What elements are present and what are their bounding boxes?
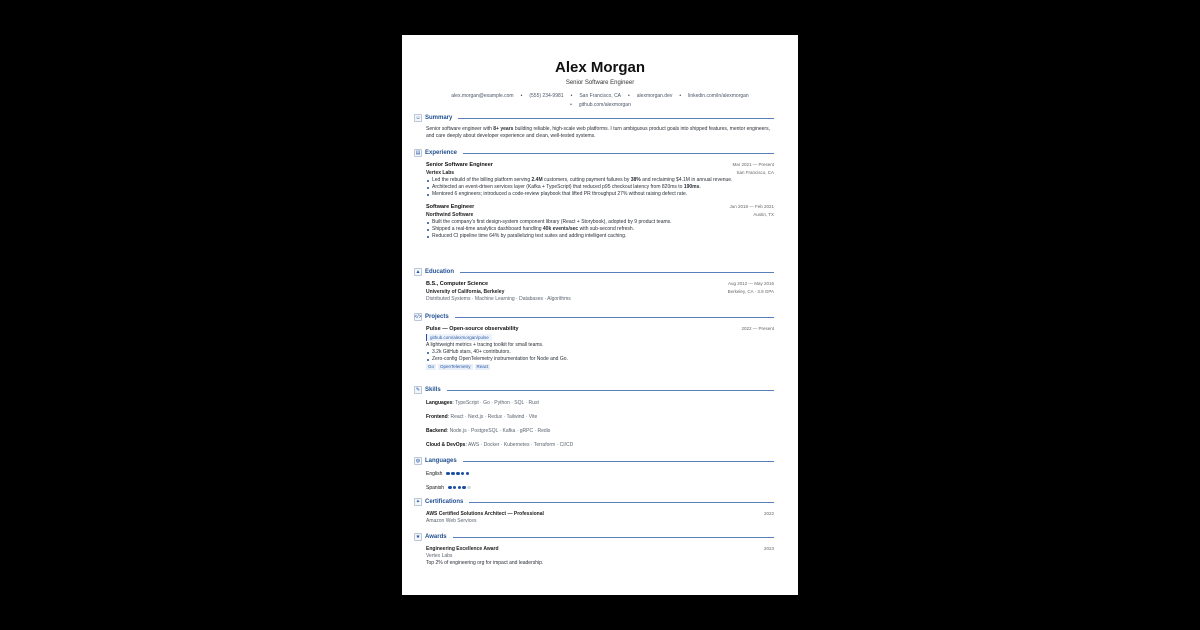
project-tags [426, 364, 774, 371]
user-icon: ☺ [415, 114, 421, 121]
language-name: English [426, 471, 443, 477]
section-title: Projects [425, 314, 449, 320]
projects-section [414, 312, 774, 371]
job-dates: Mar 2021 — Present [732, 162, 774, 167]
project-link[interactable]: github.com/alexmorgan/pulse [426, 334, 492, 341]
resume-page [402, 35, 798, 595]
list-item: Shipped a real-time analytics dashboard handling 40k events/sec with sub-second refresh. [426, 226, 774, 233]
job-location: Austin, TX [753, 212, 774, 217]
tag: React [476, 364, 489, 369]
summary-section [414, 113, 774, 140]
job-location: San Francisco, CA [736, 170, 774, 175]
section-header [414, 113, 774, 123]
skill-group: Backend: Node.js · PostgreSQL · Kafka · gRPC · Redis [426, 428, 551, 434]
list-item: Built the company's first design-system component library (React + Storybook), adopted by 9 product teams. [426, 219, 774, 226]
section-header [414, 148, 774, 158]
section-divider [463, 461, 774, 462]
section-header [414, 312, 774, 322]
certification-entry [414, 510, 774, 525]
skill-group: Languages: TypeScript · Go · Python · SQL · Rust [426, 400, 539, 406]
job-bullets [426, 219, 774, 240]
education-entry [414, 280, 774, 303]
certificate-icon: ✦ [415, 498, 421, 505]
degree: B.S., Computer Science [426, 281, 489, 287]
section-header [414, 385, 774, 395]
proficiency-dot-filled [456, 472, 460, 476]
certification-name: AWS Certified Solutions Architect — Professional [426, 511, 544, 517]
education-section [414, 267, 774, 303]
skills-list [414, 400, 774, 449]
section-header [414, 497, 774, 507]
section-header [414, 267, 774, 277]
section-title: Education [425, 269, 455, 275]
contact-github[interactable]: github.com/alexmorgan [578, 102, 631, 108]
section-title: Experience [425, 150, 458, 156]
languages-list [414, 471, 774, 492]
coursework: Distributed Systems · Machine Learning · Databases · Algorithms [426, 296, 571, 302]
contact-email[interactable]: alex.morgan@example.com [451, 93, 514, 99]
proficiency-dot-filled [451, 472, 455, 476]
language-item [426, 485, 774, 492]
section-header [414, 532, 774, 542]
skill-group: Frontend: React · Next.js · Redux · Tailwind · Vite [426, 414, 538, 420]
section-title: Summary [425, 115, 453, 121]
languages-section [414, 456, 774, 499]
proficiency-dot-filled [458, 486, 462, 490]
experience-section [414, 148, 774, 240]
section-title: Certifications [425, 499, 464, 505]
contact-list [440, 92, 760, 110]
separator-dot: • [570, 102, 572, 108]
job-dates: Jun 2018 — Feb 2021 [729, 204, 774, 209]
award-name: Engineering Excellence Award [426, 546, 499, 552]
language-name: Spanish [426, 485, 445, 491]
award-year: 2023 [763, 546, 774, 551]
proficiency-dot-filled [462, 486, 466, 490]
section-divider [463, 153, 774, 154]
job-entry [414, 161, 774, 198]
section-divider [453, 537, 774, 538]
contact-location: San Francisco, CA [579, 93, 622, 99]
job-title: Senior Software Engineer [426, 162, 493, 168]
section-title: Skills [425, 387, 441, 393]
proficiency-dot-filled [466, 472, 470, 476]
tag: OpenTelemetry [440, 364, 471, 369]
job-company: Vertex Labs [426, 170, 455, 176]
award-description: Top 2% of engineering org for impact and leadership. [426, 560, 544, 566]
awards-section [414, 532, 774, 567]
proficiency-dot-filled [446, 472, 450, 476]
award-org: Vertex Labs [426, 553, 453, 559]
summary-text: Senior software engineer with 8+ years building reliable, high-scale web platforms. I turn ambiguous product goals into shipped features, mentor engineers, and care deeply about developer experience and clean, well-tested systems. [426, 126, 770, 139]
list-item: Architected an event-driven services layer (Kafka + TypeScript) that reduced p95 checkout latency from 820ms to 190ms. [426, 184, 774, 191]
candidate-name: Alex Morgan [554, 59, 645, 76]
education-dates: Aug 2012 — May 2016 [727, 281, 774, 286]
code-icon: </> [414, 313, 422, 320]
contact-phone[interactable]: (555) 234-9981 [529, 93, 564, 99]
proficiency-dot-filled [448, 486, 452, 490]
list-item: Zero-config OpenTelemetry instrumentation for Node and Go. [426, 356, 774, 363]
tag: Go [428, 364, 435, 369]
job-entry [414, 203, 774, 240]
list-item: 3.2k GitHub stars, 40+ contributors. [426, 349, 774, 356]
wrench-icon: ✎ [415, 386, 421, 393]
candidate-role: Senior Software Engineer [565, 80, 635, 86]
separator-dot: • [628, 93, 630, 99]
certifications-section [414, 497, 774, 525]
contact-linkedin[interactable]: linkedin.com/in/alexmorgan [688, 93, 749, 99]
section-divider [460, 272, 774, 273]
briefcase-icon: ▤ [415, 149, 421, 156]
job-title: Software Engineer [426, 204, 475, 210]
separator-dot: • [679, 93, 682, 99]
contact-website[interactable]: alexmorgan.dev [636, 93, 673, 99]
section-divider [458, 118, 774, 119]
section-divider [447, 390, 774, 391]
list-item: Led the rebuild of the billing platform serving 2.4M customers, cutting payment failures by 38% and reclaiming $4.1M in annual revenue. [426, 177, 774, 184]
resume-header [402, 35, 798, 110]
job-bullets [426, 177, 774, 198]
section-title: Awards [425, 534, 447, 540]
proficiency-dots [448, 485, 472, 492]
education-location: Berkeley, CA · 3.8 GPA [727, 289, 774, 294]
proficiency-dot-filled [453, 486, 457, 490]
project-dates: 2022 — Present [741, 326, 774, 331]
skill-group: Cloud & DevOps: AWS · Docker · Kubernetes · Terraform · CI/CD [426, 442, 574, 448]
globe-icon: ◍ [415, 457, 421, 464]
certification-year: 2022 [763, 511, 774, 516]
proficiency-dot-empty [467, 486, 471, 490]
school: University of California, Berkeley [426, 289, 505, 295]
certification-issuer: Amazon Web Services [426, 518, 477, 524]
language-item [426, 471, 774, 478]
section-header [414, 456, 774, 466]
separator-dot: • [570, 93, 573, 99]
list-item: Mentored 6 engineers; introduced a code-review playbook that lifted PR throughput 27% without raising defect rate. [426, 191, 774, 198]
skills-section [414, 385, 774, 456]
section-divider [469, 502, 774, 503]
list-item: Reduced CI pipeline time 64% by parallelizing test suites and adding intelligent caching. [426, 233, 774, 240]
project-entry [414, 325, 774, 371]
award-entry [414, 545, 774, 567]
trophy-icon: ★ [415, 533, 421, 540]
project-name: Pulse — Open-source observability [426, 326, 519, 332]
job-company: Northwind Software [426, 212, 474, 218]
graduation-icon: ▲ [415, 268, 421, 275]
project-bullets [426, 349, 774, 363]
separator-dot: • [520, 93, 523, 99]
section-title: Languages [425, 458, 457, 464]
project-description: A lightweight metrics + tracing toolkit for small teams. [426, 342, 544, 348]
proficiency-dot-filled [461, 472, 465, 476]
section-divider [455, 317, 774, 318]
proficiency-dots [446, 471, 470, 478]
